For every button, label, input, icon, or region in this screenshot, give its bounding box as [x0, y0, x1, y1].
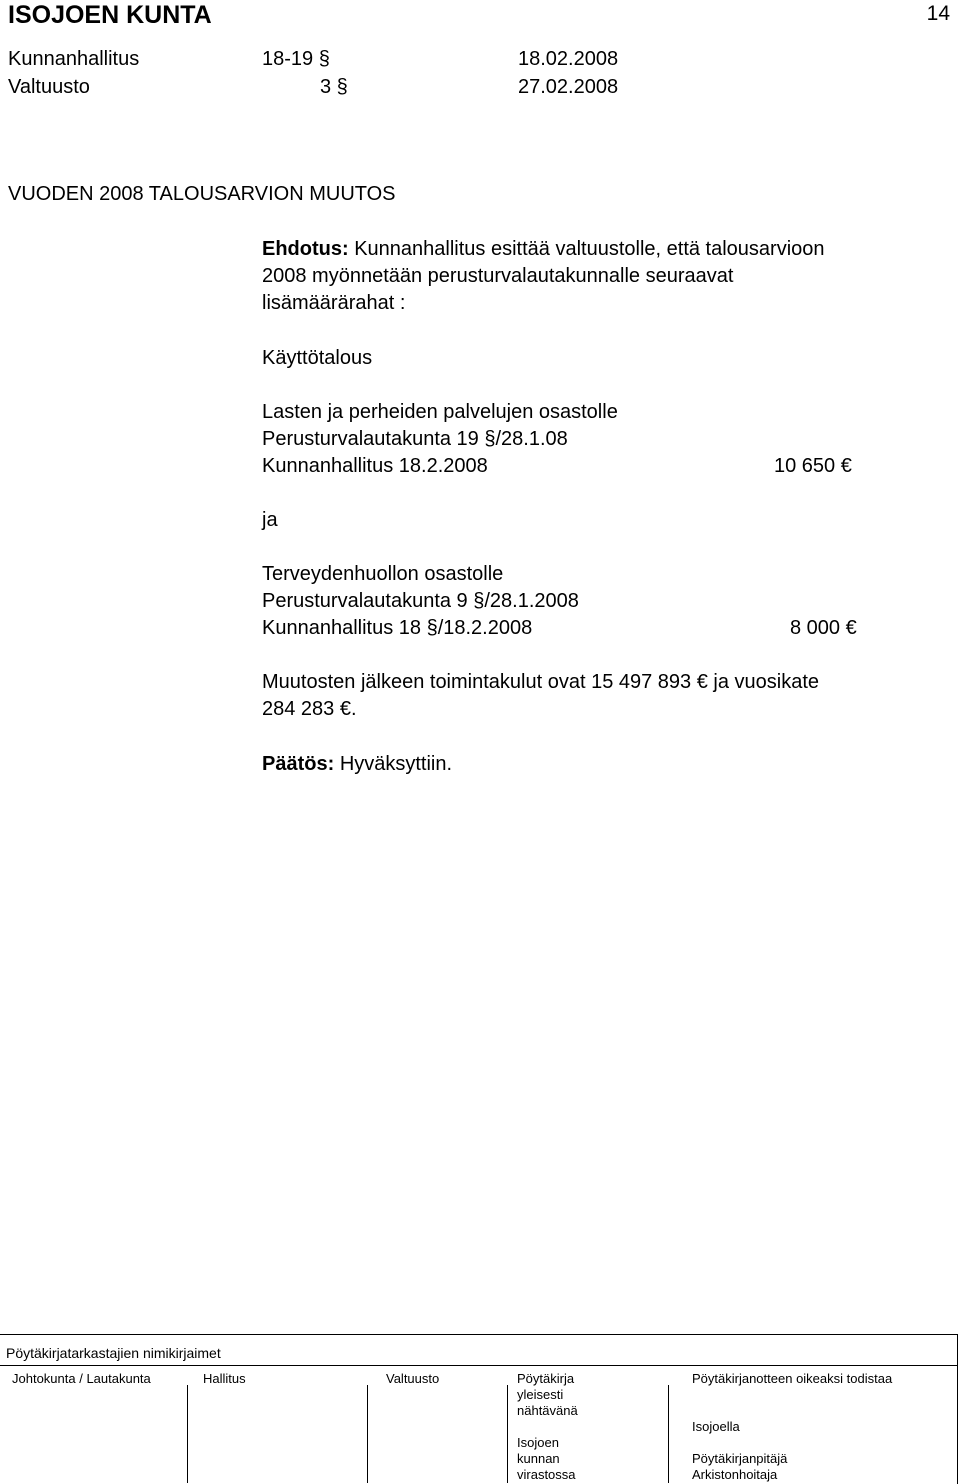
proposal-label: Ehdotus:: [262, 238, 349, 260]
proposal-line: [262, 236, 825, 263]
item-amount: 8 000 €: [790, 617, 857, 639]
footer-column-line: Isojoella: [692, 1419, 740, 1434]
footer-column-line: Isojoen: [517, 1435, 559, 1450]
footer-column-label: Johtokunta / Lautakunta: [12, 1371, 151, 1386]
decision-label: Päätös:: [262, 753, 335, 775]
item-line: Terveydenhuollon osastolle: [262, 563, 504, 585]
footer-column-label: Hallitus: [203, 1371, 246, 1386]
document-title: VUODEN 2008 TALOUSARVION MUUTOS: [8, 183, 396, 205]
item-line: Perusturvalautakunta 9 §/28.1.2008: [262, 590, 579, 612]
proposal-text: Kunnanhallitus esittää valtuustolle, että talousarvioon: [354, 238, 825, 260]
footer-column-line: Pöytäkirja: [517, 1371, 575, 1386]
footer-title: Pöytäkirjatarkastajien nimikirjaimet: [6, 1345, 221, 1361]
footer-column-line: virastossa: [517, 1467, 576, 1482]
decision-line: [262, 751, 452, 778]
meeting-section: 3 §: [320, 76, 348, 98]
item-line: Lasten ja perheiden palvelujen osastolle: [262, 401, 618, 423]
section-heading: Käyttötalous: [262, 347, 373, 369]
footer-column-line: kunnan: [517, 1451, 560, 1466]
organization-name: ISOJOEN KUNTA: [8, 1, 212, 29]
meeting-date: 18.02.2008: [518, 48, 619, 70]
item-amount: 10 650 €: [774, 455, 852, 477]
footer-column-line: Pöytäkirjanotteen oikeaksi todistaa: [692, 1371, 893, 1386]
footer-column-divider: [367, 1385, 368, 1483]
meeting-body: Valtuusto: [8, 76, 90, 98]
conjunction: ja: [262, 509, 278, 531]
footer-column-label: Valtuusto: [386, 1371, 440, 1386]
footer-column-divider: [507, 1385, 508, 1483]
meeting-date: 27.02.2008: [518, 76, 619, 98]
page-number: 14: [926, 2, 950, 25]
decision-text: Hyväksyttiin.: [339, 753, 453, 775]
footer-column-line: Arkistonhoitaja: [692, 1467, 778, 1482]
footer-column-line: Pöytäkirjanpitäjä: [692, 1451, 788, 1466]
footer-column-divider: [668, 1385, 669, 1483]
meeting-body: Kunnanhallitus: [8, 48, 140, 70]
proposal-line: lisämäärärahat :: [262, 292, 406, 314]
meeting-section: 18-19 §: [262, 48, 330, 70]
summary-line: 284 283 €.: [262, 698, 357, 720]
summary-line: Muutosten jälkeen toimintakulut ovat 15 497 893 € ja vuosikate: [262, 671, 820, 693]
item-line: Kunnanhallitus 18.2.2008: [262, 455, 488, 477]
footer-column-line: nähtävänä: [517, 1403, 578, 1418]
item-line: Perusturvalautakunta 19 §/28.1.08: [262, 428, 568, 450]
footer-divider: [0, 1365, 958, 1366]
proposal-line: 2008 myönnetään perusturvalautakunnalle seuraavat: [262, 265, 734, 287]
footer-column-divider: [187, 1385, 188, 1483]
footer-column-line: yleisesti: [517, 1387, 564, 1402]
item-line: Kunnanhallitus 18 §/18.2.2008: [262, 617, 533, 639]
